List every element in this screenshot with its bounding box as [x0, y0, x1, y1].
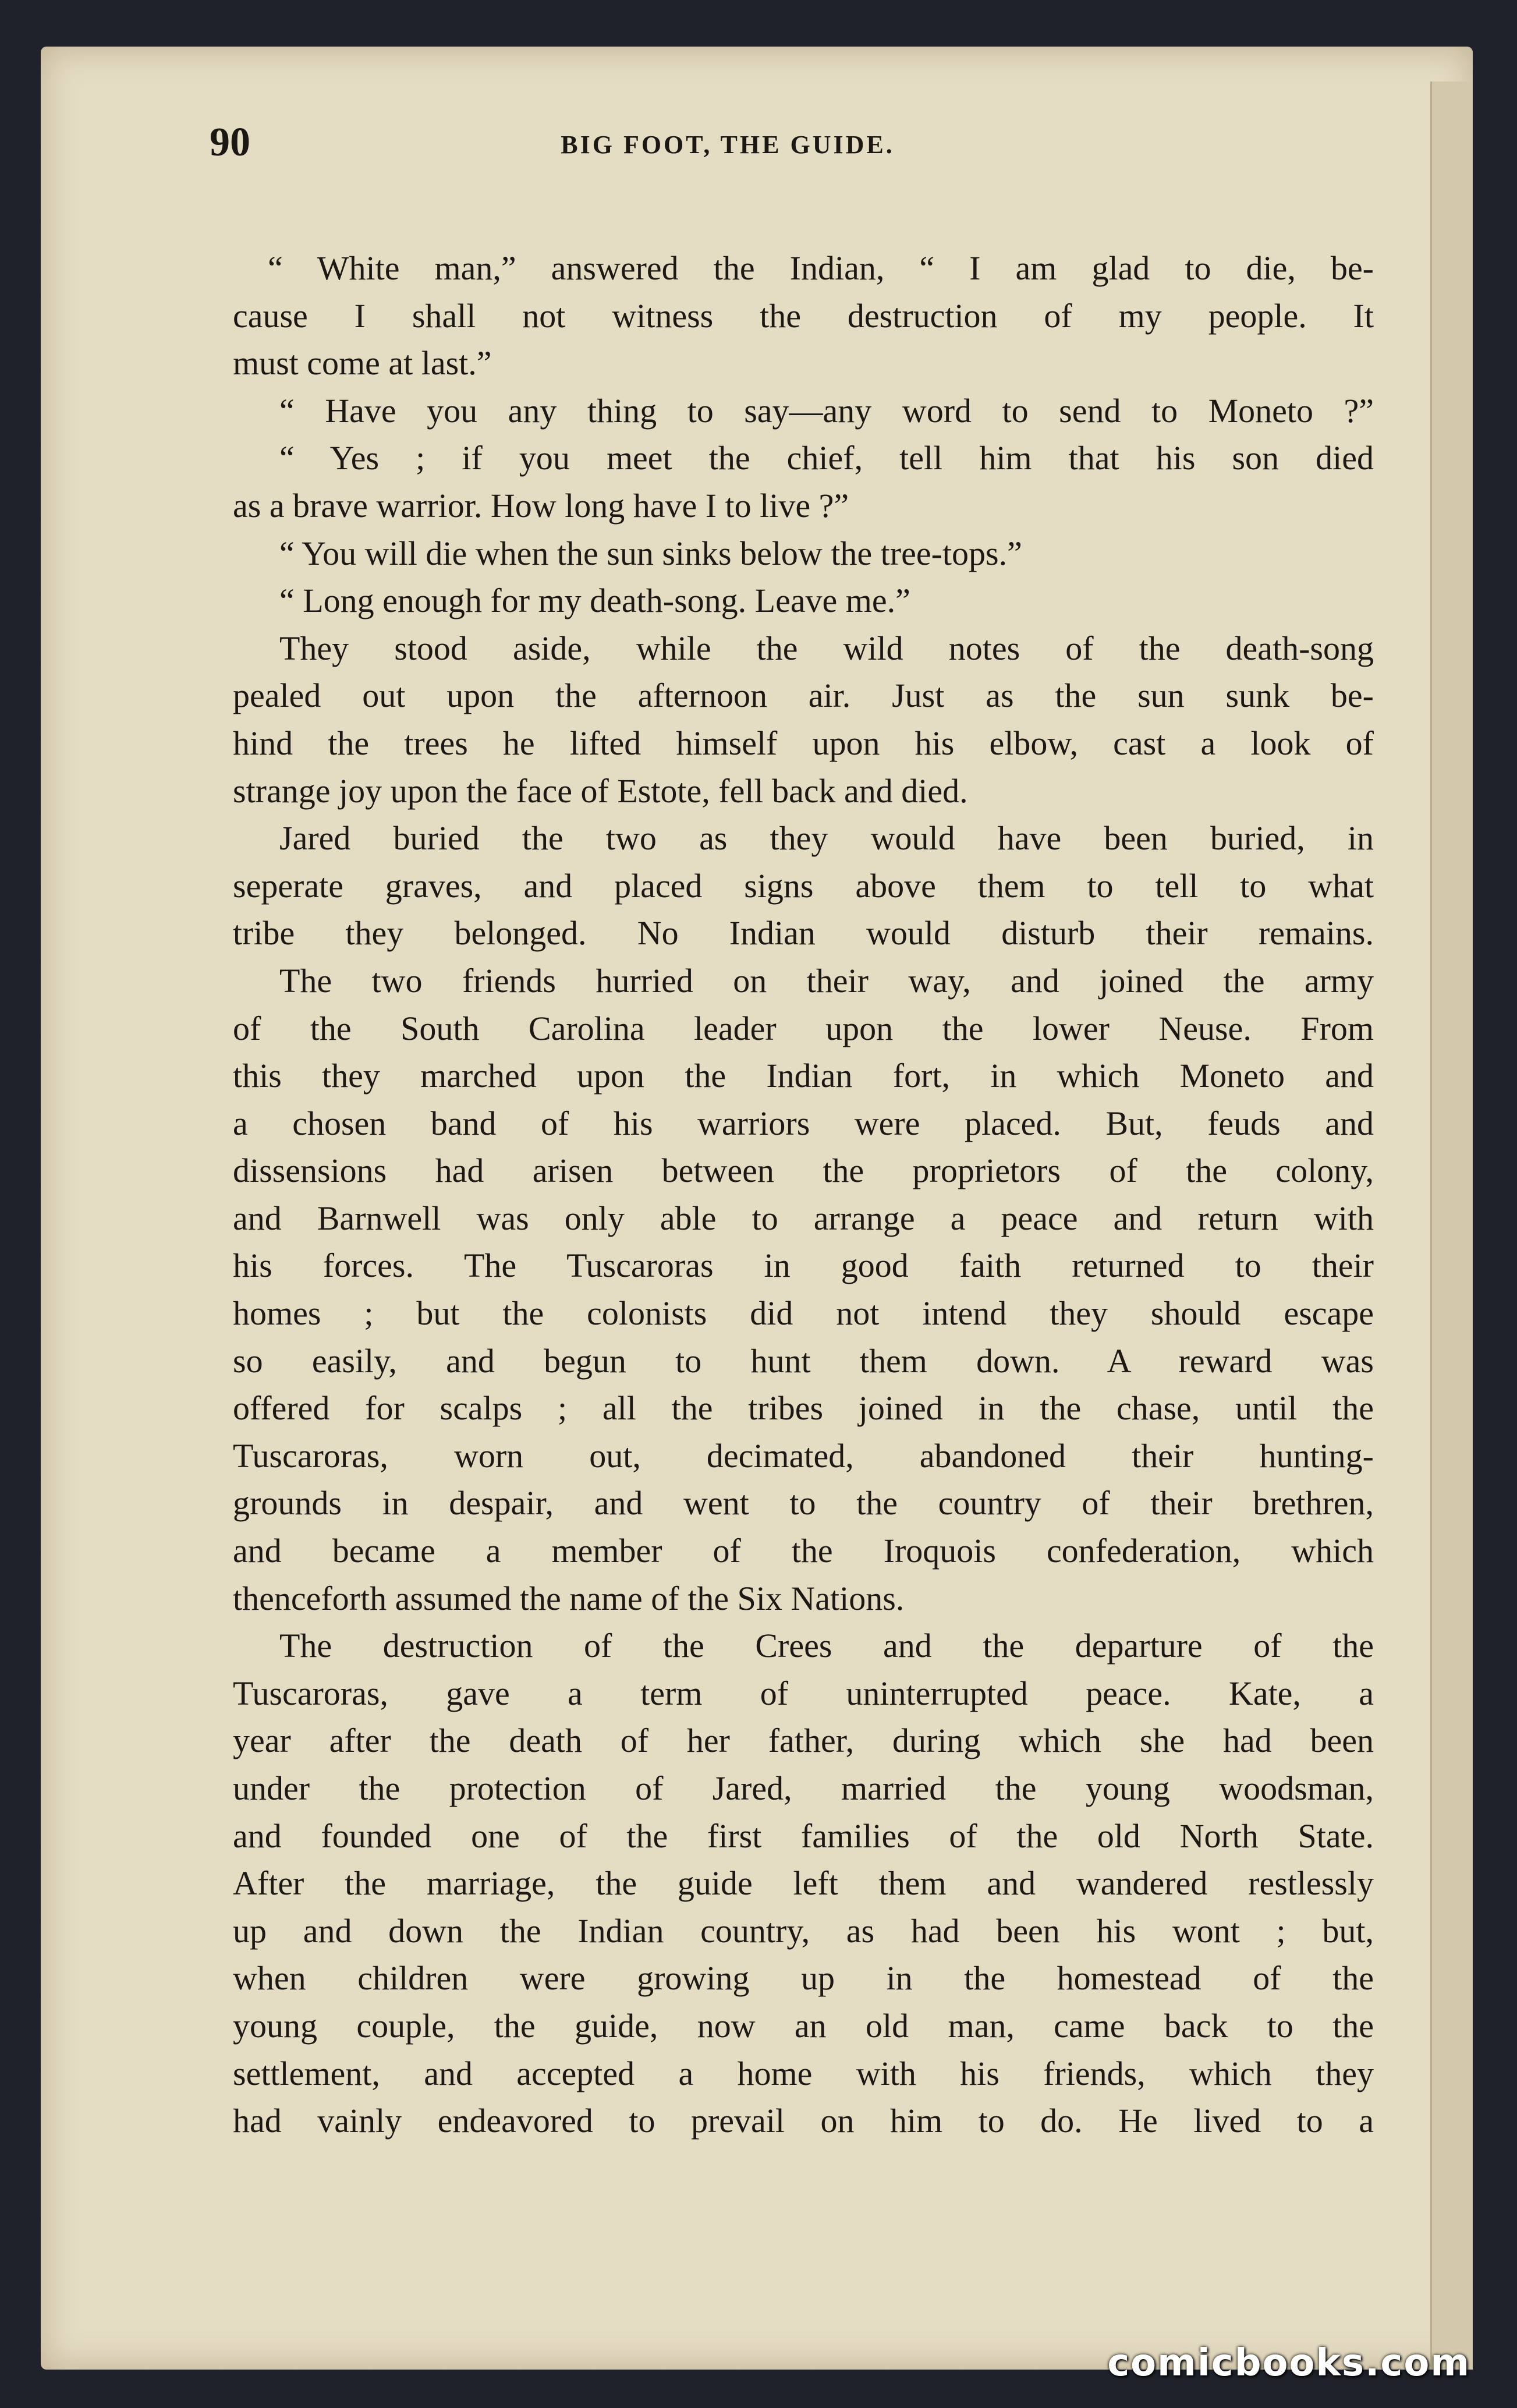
text-line: and became a member of the Iroquois confederation, which [233, 1532, 1374, 1570]
text-line: After the marriage, the guide left them and wandered restlessly [233, 1864, 1374, 1903]
text-line: must come at last.” [233, 344, 492, 383]
text-line: so easily, and begun to hunt them down. A reward was [233, 1341, 1374, 1380]
text-line: “ Yes ; if you meet the chief, tell him that his son died [279, 439, 1374, 477]
text-line: offered for scalps ; all the tribes joined in the chase, until the [233, 1389, 1374, 1428]
text-line: young couple, the guide, now an old man, came back to the [233, 2006, 1374, 2045]
text-line: and Barnwell was only able to arrange a peace and return with [233, 1199, 1374, 1237]
text-line: strange joy upon the face of Estote, fell back and died. [233, 771, 968, 810]
text-line: had vainly endeavored to prevail on him to do. He lived to a [233, 2102, 1374, 2140]
text-line: “ You will die when the sun sinks below the tree-tops.” [279, 534, 1022, 572]
text-line: Jared buried the two as they would have been buried, in [279, 819, 1374, 858]
text-line: tribe they belonged. No Indian would disturb their remains. [233, 914, 1374, 952]
text-line: hind the trees he lifted himself upon his elbow, cast a look of [233, 724, 1374, 762]
text-line: “ Have you any thing to say—any word to send to Moneto ?” [279, 391, 1374, 430]
text-line: grounds in despair, and went to the country of their brethren, [233, 1484, 1374, 1522]
page-header [210, 119, 1246, 189]
running-head: BIG FOOT, THE GUIDE. [561, 130, 895, 159]
watermark: comicbooks.com [1107, 2342, 1470, 2385]
text-line: “ Long enough for my death-song. Leave me.” [279, 582, 910, 620]
page-edge [1430, 82, 1473, 2370]
text-line: Tuscaroras, worn out, decimated, abandoned their hunting- [233, 1436, 1374, 1475]
text-line: thenceforth assumed the name of the Six Nations. [233, 1579, 905, 1617]
text-line: “ White man,” answered the Indian, “ I am glad to die, be- [268, 249, 1374, 287]
text-line: year after the death of her father, during which she had been [233, 1722, 1374, 1760]
text-line: his forces. The Tuscaroras in good faith returned to their [233, 1247, 1374, 1285]
text-line: The destruction of the Crees and the departure of the [279, 1627, 1374, 1665]
text-line: under the protection of Jared, married the young woodsman, [233, 1769, 1374, 1807]
text-line: a chosen band of his warriors were placed. But, feuds and [233, 1104, 1374, 1142]
text-line: pealed out upon the afternoon air. Just as the sun sunk be- [233, 677, 1374, 715]
text-line: settlement, and accepted a home with his friends, which they [233, 2054, 1374, 2092]
body-text [233, 245, 1374, 2145]
text-line: when children were growing up in the homestead of the [233, 1959, 1374, 1998]
text-line: The two friends hurried on their way, and joined the army [279, 961, 1374, 1000]
text-line: and founded one of the first families of the old North State. [233, 1816, 1374, 1855]
text-line: cause I shall not witness the destruction of my people. It [233, 296, 1374, 335]
text-line: as a brave warrior. How long have I to live ?” [233, 486, 849, 525]
text-line: of the South Carolina leader upon the lower Neuse. From [233, 1009, 1374, 1047]
text-line: homes ; but the colonists did not intend they should escape [233, 1294, 1374, 1333]
text-line: this they marched upon the Indian fort, in which Moneto and [233, 1057, 1374, 1095]
text-line: up and down the Indian country, as had been his wont ; but, [233, 1911, 1374, 1950]
text-line: They stood aside, while the wild notes of the death-song [279, 629, 1374, 667]
text-line: dissensions had arisen between the proprietors of the colony, [233, 1152, 1374, 1190]
text-line: Tuscaroras, gave a term of uninterrupted peace. Kate, a [233, 1674, 1374, 1712]
text-line: seperate graves, and placed signs above them to tell to what [233, 866, 1374, 905]
page-number: 90 [210, 120, 250, 165]
